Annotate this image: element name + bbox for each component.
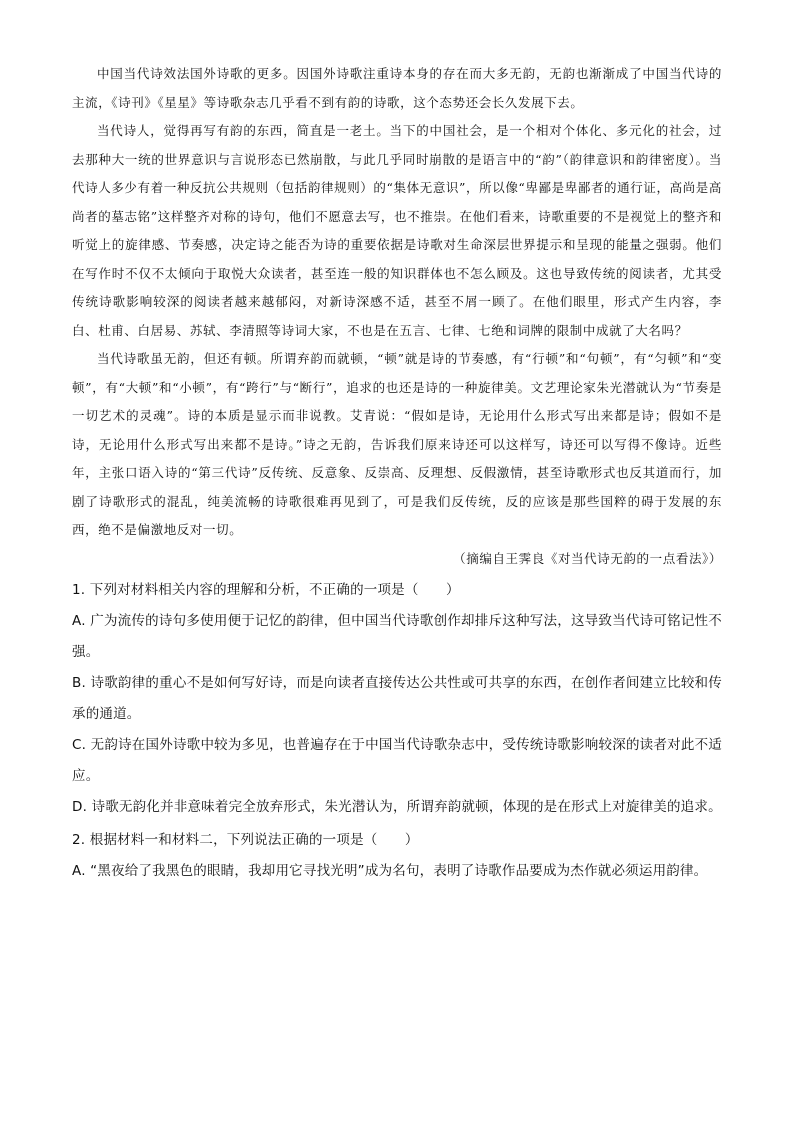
question-stem: 2. 根据材料一和材料二，下列说法正确的一项是（ ） — [72, 832, 419, 848]
passage-paragraph-2: 当代诗人，觉得再写有韵的东西，简直是一老土。当下的中国社会，是一个相对个体化、多元化的社会，过去那种大一统的世界意识与言说形态已然崩散，与此几乎同时崩散的是语言中的“韵”（韵律意识和韵律密度）。当代诗人多少有着一种反抗公共规则（包括韵律规则）的“集体无意识”，所以像“卑鄙是卑鄙者的通行证，高尚是高尚者的墓志铭”这样整齐对称的诗句，他们不愿意去写，也不推崇。在他们看来，诗歌重要的不是视觉上的整齐和听觉上的旋律感、节奏感，决定诗之能否为诗的重要依据是诗歌对生命深层世界提示和呈现的能量之强弱。他们在写作时不仅不太倾向于取悦大众读者，甚至连一般的知识群体也不怎么顾及。这也导致传统的阅读者，尤其受传统诗歌影响较深的阅读者越来越郁闷，对新诗深感不适，甚至不屑一顾了。在他们眼里，形式产生内容，李白、杜甫、白居易、苏轼、李清照等诗词大家，不也是在五言、七律、七绝和词牌的限制中成就了大名吗？ — [72, 123, 722, 338]
option-a: A. 广为流传的诗句多使用便于记忆的韵律，但中国当代诗歌创作却排斥这种写法，这导致当代诗可铭记性不强。 — [72, 613, 722, 660]
reading-passage — [72, 60, 722, 573]
passage-paragraph-3: 当代诗歌虽无韵，但还有顿。所谓弃韵而就顿，“顿”就是诗的节奏感，有“行顿”和“句顿”，有“匀顿”和“变顿”，有“大顿”和“小顿”，有“跨行”与“断行”，追求的也还是诗的一种旋律美。文艺理论家朱光潜就认为“节奏是一切艺术的灵魂”。诗的本质是显示而非说教。艾青说：“假如是诗，无论用什么形式写出来都是诗；假如不是诗，无论用什么形式写出来都不是诗。”诗之无韵，告诉我们原来诗还可以这样写，诗还可以写得不像诗。近些年，主张口语入诗的“第三代诗”反传统、反意象、反崇高、反理想、反假激情，甚至诗歌形式也反其道而行，加剧了诗歌形式的混乱，纯美流畅的诗歌很难再见到了，可是我们反传统，反的应该是那些国粹的碍于发展的东西，绝不是偏激地反对一切。 — [72, 351, 722, 537]
option-d: D. 诗歌无韵化并非意味着完全放弃形式，朱光潜认为，所谓弃韵就顿，体现的是在形式上对旋律美的追求。 — [72, 799, 722, 815]
passage-paragraph-1: 中国当代诗效法国外诗歌的更多。因国外诗歌注重诗本身的存在而大多无韵，无韵也渐渐成了中国当代诗的主流，《诗刊》《星星》等诗歌杂志几乎看不到有韵的诗歌，这个态势还会长久发展下去。 — [72, 66, 722, 110]
option-a: A. “黑夜给了我黑色的眼睛，我却用它寻找光明”成为名句，表明了诗歌作品要成为杰作就必须运用韵律。 — [72, 863, 708, 879]
question-2 — [72, 825, 722, 887]
option-b: B. 诗歌韵律的重心不是如何写好诗，而是向读者直接传达公共性或可共享的东西，在创作者间建立比较和传承的通道。 — [72, 675, 722, 722]
passage-citation: （摘编自王霁良《对当代诗无韵的一点看法》） — [453, 550, 722, 566]
question-1 — [72, 575, 722, 823]
question-list — [72, 575, 722, 887]
option-c: C. 无韵诗在国外诗歌中较为多见，也普遍存在于中国当代诗歌杂志中，受传统诗歌影响较深的读者对此不适应。 — [72, 737, 722, 784]
question-stem: 1. 下列对材料相关内容的理解和分析，不正确的一项是（ ） — [72, 582, 460, 598]
